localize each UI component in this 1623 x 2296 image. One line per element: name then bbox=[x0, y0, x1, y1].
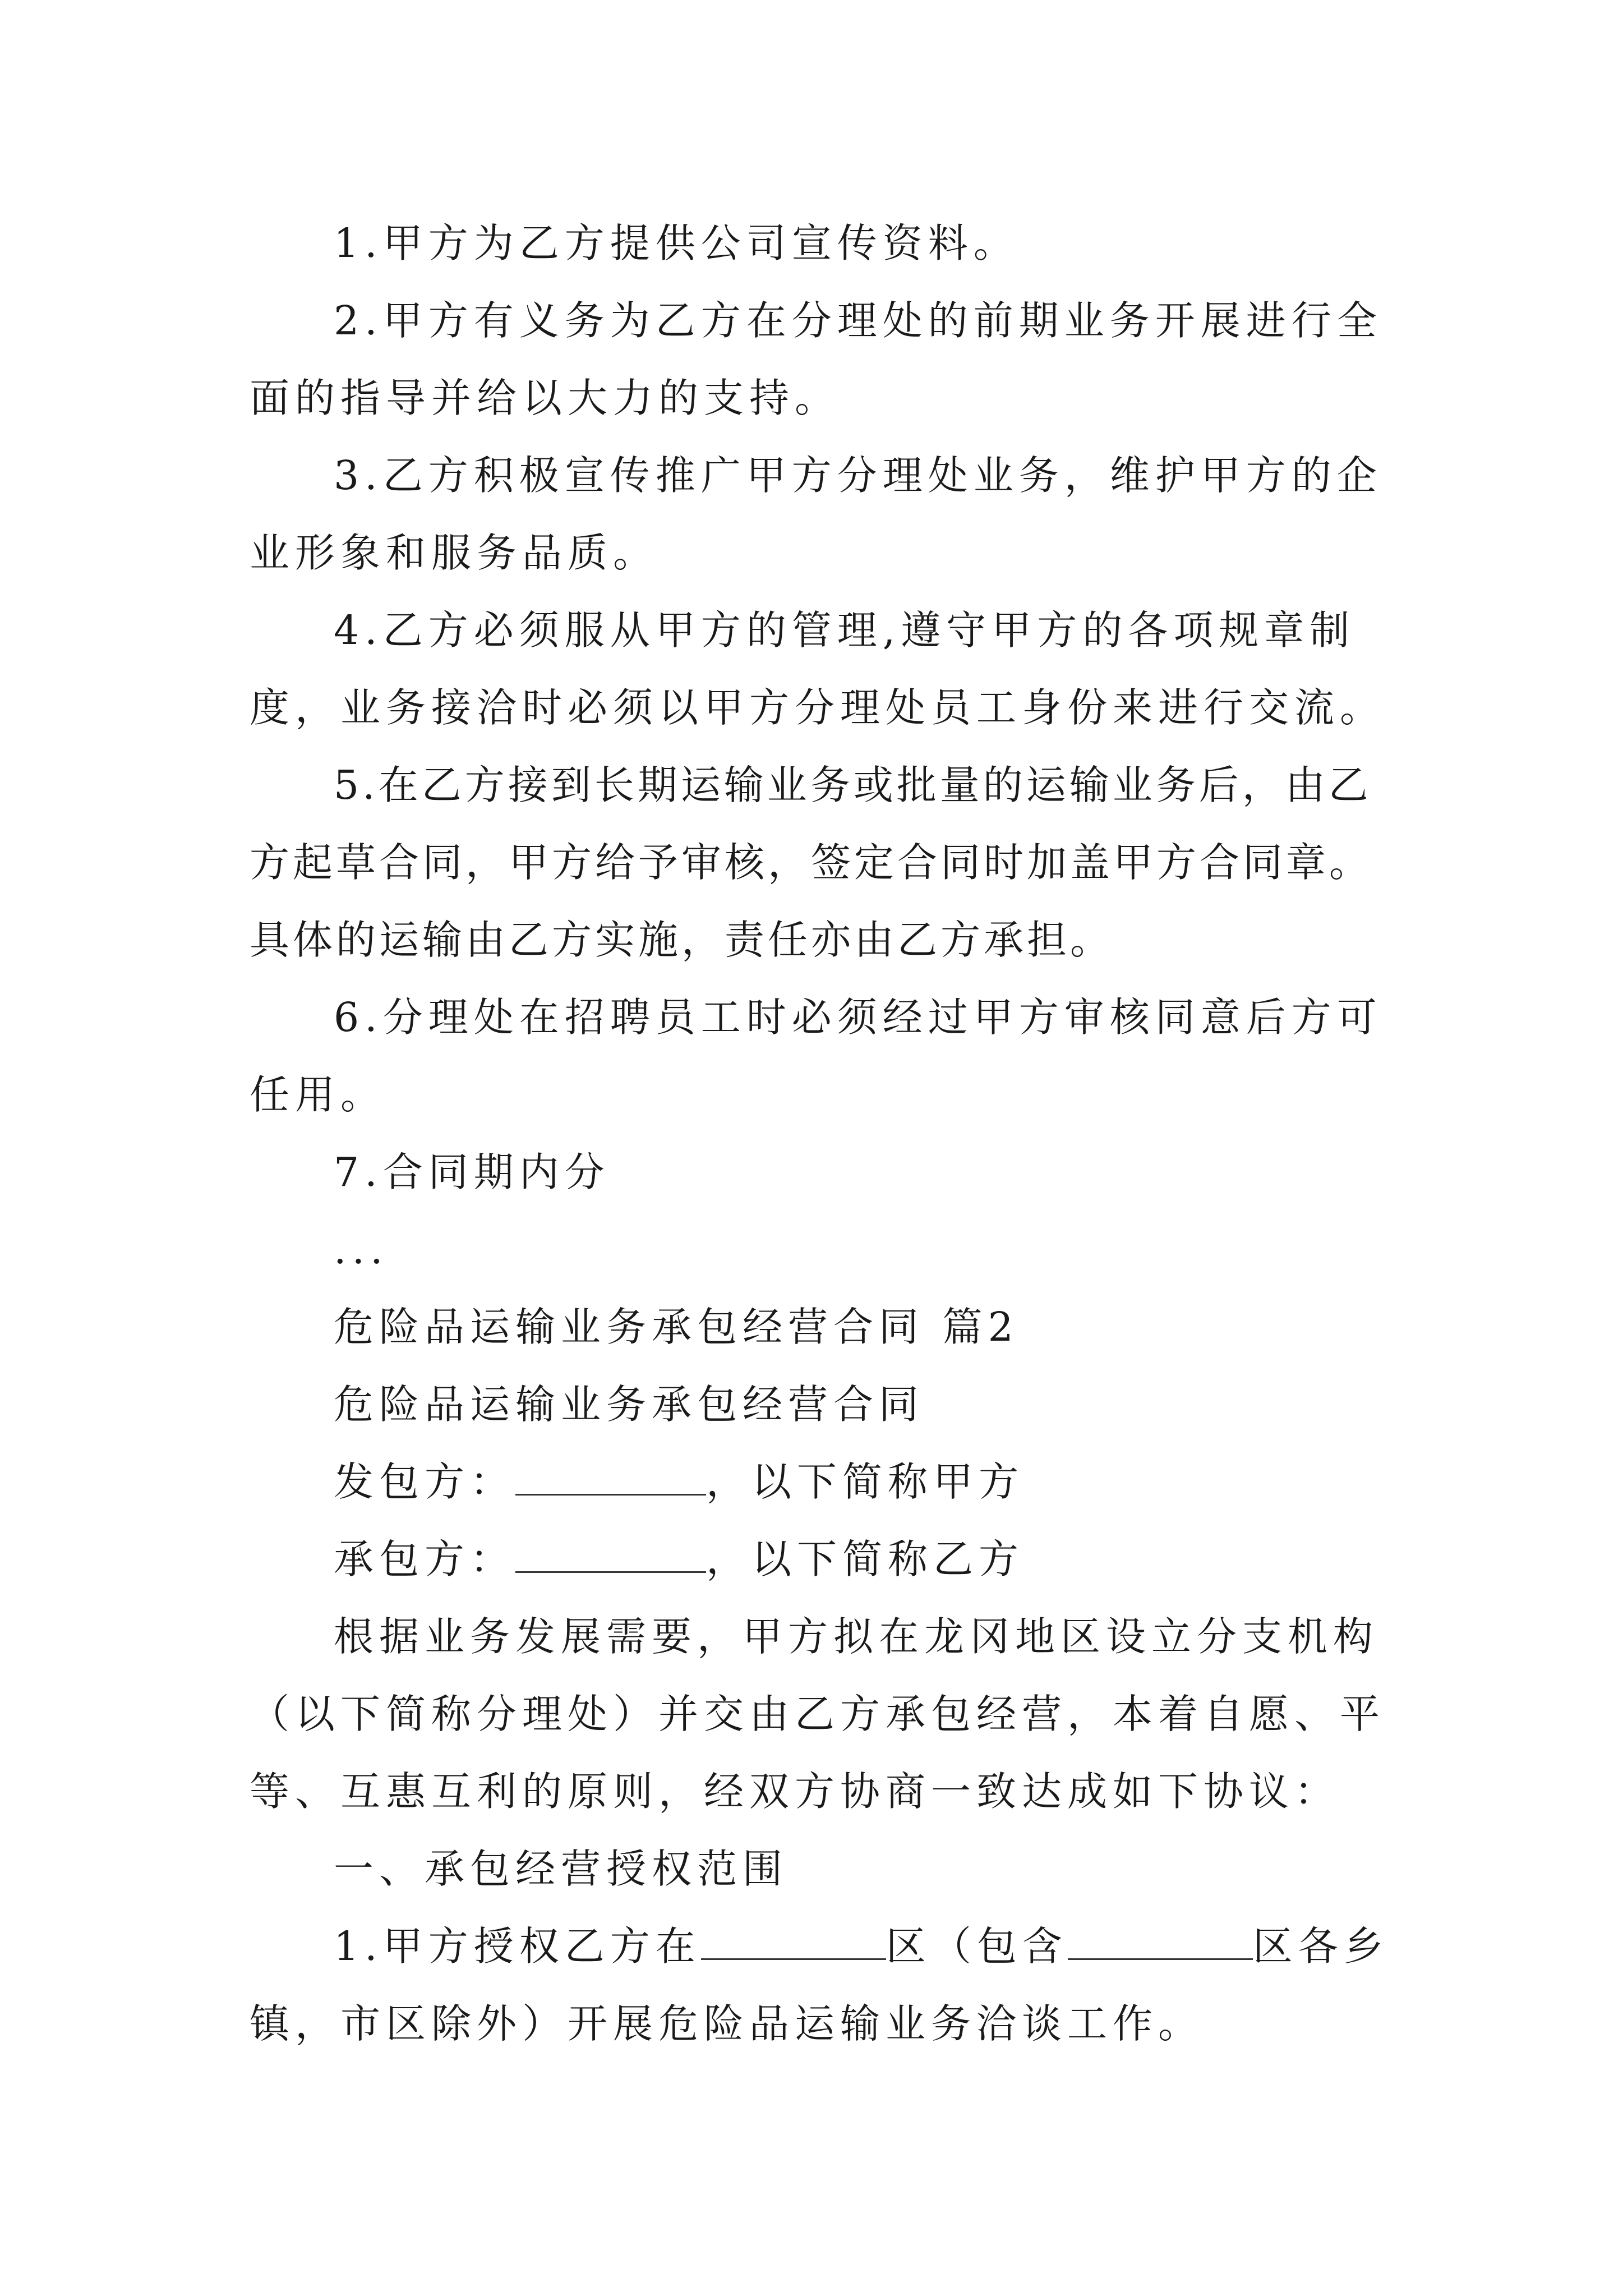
scope-p1-end: 区各乡镇，市区除外）开展危险品运输业务洽谈工作。 bbox=[250, 1923, 1389, 2047]
party-b-line bbox=[250, 1521, 1399, 1598]
party-b-blank bbox=[515, 1539, 706, 1573]
party-a-line bbox=[250, 1443, 1399, 1521]
included-district-blank bbox=[1068, 1926, 1253, 1960]
paragraph-7: 7.合同期内分 bbox=[334, 1149, 610, 1195]
party-a-label: 发包方： bbox=[334, 1458, 516, 1505]
party-b-suffix: ，以下简称乙方 bbox=[706, 1536, 1025, 1582]
document-body bbox=[250, 205, 1399, 2063]
scope-heading: 一、承包经营授权范围 bbox=[334, 1846, 789, 1892]
scope-p1-start: 1.甲方授权乙方在 bbox=[334, 1923, 701, 1970]
paragraph-3: 3.乙方积极宣传推广甲方分理处业务，维护甲方的企业形象和服务品质。 bbox=[250, 452, 1382, 576]
ellipsis: ... bbox=[334, 1226, 389, 1273]
scope-p1-middle: 区（包含 bbox=[886, 1923, 1068, 1970]
scope-paragraph-1 bbox=[250, 1908, 1399, 2063]
section-title: 危险品运输业务承包经营合同 篇2 bbox=[334, 1304, 1019, 1350]
paragraph-2: 2.甲方有义务为乙方在分理处的前期业务开展进行全面的指导并给以大力的支持。 bbox=[250, 297, 1382, 421]
contract-title: 危险品运输业务承包经营合同 bbox=[334, 1381, 925, 1428]
paragraph-5: 5.在乙方接到长期运输业务或批量的运输业务后，由乙方起草合同，甲方给予审核，签定合同时加盖甲方合同章。具体的运输由乙方实施，责任亦由乙方承担。 bbox=[250, 762, 1373, 963]
party-b-label: 承包方： bbox=[334, 1536, 516, 1582]
party-a-blank bbox=[515, 1461, 706, 1496]
paragraph-1: 1.甲方为乙方提供公司宣传资料。 bbox=[334, 220, 1019, 266]
district-blank bbox=[701, 1926, 886, 1960]
paragraph-4: 4.乙方必须服从甲方的管理,遵守甲方的各项规章制度，业务接洽时必须以甲方分理处员工身份来进行交流。 bbox=[250, 607, 1386, 731]
paragraph-6: 6.分理处在招聘员工时必须经过甲方审核同意后方可任用。 bbox=[250, 994, 1382, 1118]
party-a-suffix: ，以下简称甲方 bbox=[706, 1458, 1025, 1505]
intro-paragraph: 根据业务发展需要，甲方拟在龙冈地区设立分支机构（以下简称分理处）并交由乙方承包经营，本着自愿、平等、互惠互利的原则，经双方协商一致达成如下协议： bbox=[250, 1613, 1386, 1815]
